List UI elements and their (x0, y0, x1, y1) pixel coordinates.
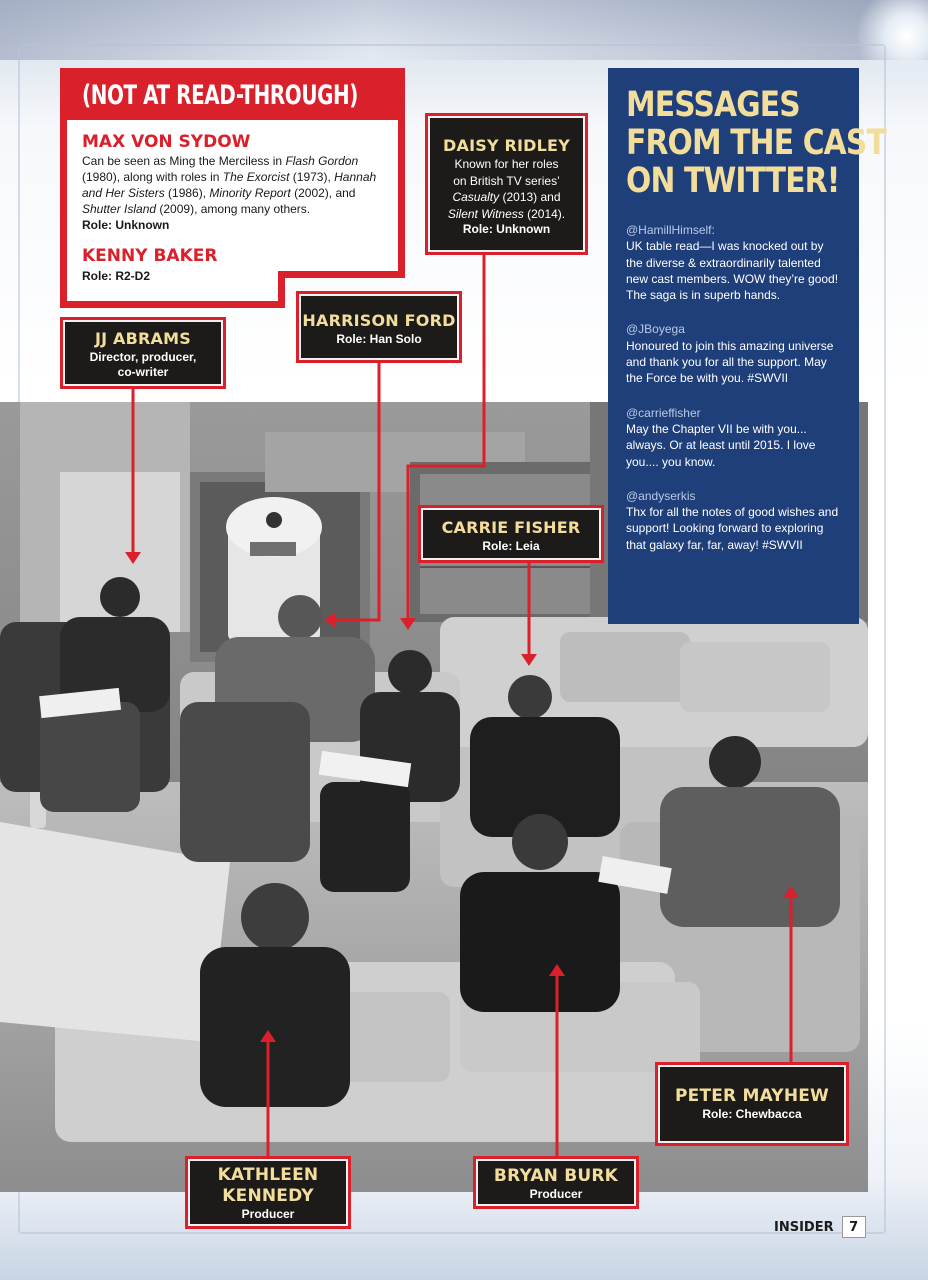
jj-abrams-label (60, 317, 226, 389)
twitter-messages-panel (608, 68, 886, 624)
bryan-burk-label (473, 1156, 639, 1209)
daisy-ridley-role: Role: Unknown (462, 222, 551, 236)
tweet-text: Thx for all the notes of good wishes and support! Looking forward to exploring that galaxy far, far, away! #SWVII (626, 505, 839, 552)
tweet-text: May the Chapter VII be with you... always. Or at least until 2015. I love you.... you know. (626, 421, 816, 469)
tweet (626, 321, 841, 386)
kenny-baker-role: Role: R2-D2 (82, 269, 151, 283)
tweet-text: Honoured to join this amazing universe and thank you for all the support. May the Force be with you. #SWVII (626, 338, 834, 386)
carrie-fisher-role: Role: Leia (482, 539, 540, 553)
daisy-ridley-description: Known for her roles on British TV series’ Casualty (2013) and Silent Witness (2014). Role: Unknown (428, 156, 585, 237)
tweet-text: UK table read—I was knocked out by the diverse & extraordinarily talented new cast members. WOW they’re good! The saga is in superb hands. (626, 239, 839, 303)
max-von-sydow-name: MAX VON SYDOW (82, 132, 251, 152)
tweet-handle: @andyserkis (626, 488, 696, 503)
kenny-baker-name: KENNY BAKER (82, 246, 218, 266)
tweet-handle: @carrieffisher (626, 405, 701, 420)
peter-mayhew-role: Role: Chewbacca (702, 1107, 802, 1121)
peter-mayhew-name: PETER MAYHEW (674, 1086, 830, 1106)
kathleen-kennedy-role: Producer (241, 1207, 295, 1221)
jj-abrams-role-line2: co-writer (117, 365, 169, 379)
magazine-name: INSIDER (774, 1219, 834, 1235)
max-von-sydow-role: Role: Unknown (82, 218, 170, 232)
page-number: 7 (842, 1216, 866, 1238)
harrison-ford-role: Role: Han Solo (336, 332, 422, 346)
page-footer (774, 1216, 866, 1238)
daisy-ridley-name: DAISY RIDLEY (443, 136, 570, 155)
carrie-fisher-name: CARRIE FISHER (441, 518, 581, 537)
daisy-ridley-label (425, 113, 588, 255)
bryan-burk-role: Producer (529, 1187, 583, 1201)
tweet (626, 222, 841, 303)
kathleen-kennedy-name: KATHLEEN KENNEDY (217, 1165, 319, 1206)
carrie-fisher-label (418, 505, 604, 563)
tweet (626, 488, 841, 553)
harrison-ford-name: HARRISON FORD (302, 311, 456, 330)
jj-abrams-role-line1: Director, producer, (89, 350, 197, 364)
not-at-read-through-title: (NOT AT READ-THROUGH) (82, 80, 358, 111)
tweet-handle: @HamillHimself: (626, 223, 715, 237)
tweet (626, 405, 841, 470)
peter-mayhew-label (655, 1062, 849, 1146)
harrison-ford-label (296, 291, 462, 363)
twitter-panel-title: MESSAGES FROM THE CAST ON TWITTER! (626, 85, 886, 201)
jj-abrams-name: JJ ABRAMS (94, 329, 191, 348)
kenny-baker-role-block (82, 268, 382, 284)
tweet-handle: @JBoyega (626, 322, 685, 337)
max-von-sydow-description: Can be seen as Ming the Merciless in Flash Gordon (1980), along with roles in The Exorcist (1973), Hannah and Her Sisters (1986), Minority Report (2002), and Shutter Island (2009), among many others. Role: Unknown (82, 153, 382, 233)
not-at-read-through-box (60, 68, 405, 308)
kathleen-kennedy-label (185, 1156, 351, 1229)
bryan-burk-name: BRYAN BURK (493, 1166, 619, 1186)
